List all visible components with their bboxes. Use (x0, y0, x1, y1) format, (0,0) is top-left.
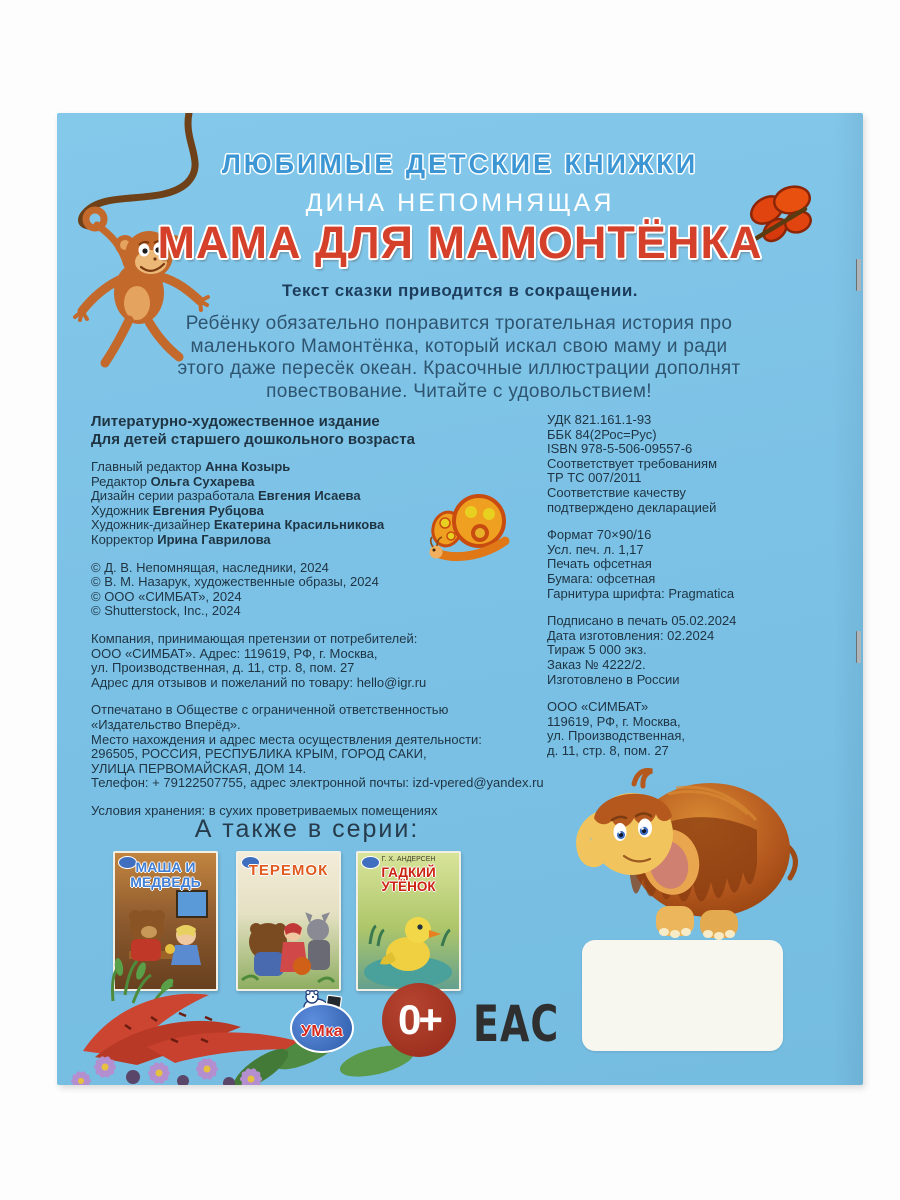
book-title: МАМА ДЛЯ МАМОНТЁНКА (157, 217, 763, 268)
barcode-placeholder (582, 940, 783, 1051)
copyright-block: © Д. В. Непомнящая, наследники, 2024 © В. М. Назарук, художественные образы, 2024 © ООО «СИМБАТ», 2024 © Shutterstock, Inc., 2024 (91, 559, 379, 619)
claims-block: Компания, принимающая претензии от потребителей: ООО «СИМБАТ». Адрес: 119619, РФ, г. Москва, ул. Производственная, д. 11, стр. 8, пом. 27 Адрес для отзывов и пожеланий по товару: hello@igr.ru (91, 630, 427, 690)
page-edge-shading (833, 113, 863, 1085)
series-heading: А также в серии: (194, 815, 420, 843)
publisher-block: ООО «СИМБАТ» 119619, РФ, г. Москва, ул. Производственная, д. 11, стр. 8, пом. 27 (547, 699, 686, 758)
credits-block: Главный редактор Анна Козырь Редактор Ольга Сухарева Дизайн серии разработала Евгения Исаева Художник Евгения Рубцова Художник-дизайнер Екатерина Красильникова Корректор Ирина Гаврилова (91, 459, 385, 547)
printer-block: Отпечатано в Обществе с ограниченной ответственностью «Издательство Вперёд». Место нахождения и адрес места осуществления деятельности: 296505, РОССИЯ, РЕСПУБЛИКА КРЫМ, ГОРОД САКИ, УЛИЦА ПЕРВОМАЙСКАЯ, ДОМ 14. Телефон: + 79122507755, адрес электронной почты: izd-vpered@yandex.ru (91, 702, 544, 791)
abridged-note: Текст сказки приводится в сокращении. (281, 281, 639, 300)
format-block: Формат 70×90/16 Усл. печ. л. 1,17 Печать офсетная Бумага: офсетная Гарнитура шрифта: Pragmatica (547, 527, 735, 601)
series-banner: ЛЮБИМЫЕ ДЕТСКИЕ КНИЖКИ (221, 149, 699, 179)
eac-conformity-mark: ЕАС (473, 995, 560, 1054)
umka-brand-text: УМка (300, 1023, 344, 1040)
edition-info-column (91, 413, 544, 818)
book-back-cover (57, 113, 863, 1085)
age-rating-badge: 0+ (382, 983, 456, 1057)
umka-logo (290, 989, 354, 1055)
codes-block: УДК 821.161.1-93 ББК 84(2Рос=Рус) ISBN 978-5-506-09557-6 Соответствует требованиям ТР ТС 007/2011 Соответствие качеству подтверждено декларацией (547, 412, 718, 515)
mammoth-illustration (572, 758, 800, 946)
mini-cover-masha-i-medved: МАША И МЕДВЕДЬ (113, 851, 218, 991)
flowers-illustration (57, 955, 437, 1085)
mini-cover-gadkiy-utyonok: Г. Х. АНДЕРСЕН ГАДКИЙ УТЁНОК (356, 851, 461, 991)
print-run-block: Подписано в печать 05.02.2024 Дата изготовления: 02.2024 Тираж 5 000 экз. Заказ № 4222/2. Изготовлено в России (547, 613, 737, 687)
book-author: ДИНА НЕПОМНЯЩАЯ (305, 189, 615, 217)
annotation-text: Ребёнку обязательно понравится трогательная история про маленького Мамонтёнка, который искал свою маму и ради этого даже пересёк океан. Красочные иллюстрации дополнят повествование. Читайте с удовольствием! (177, 313, 741, 402)
edition-type: Литературно-художественное издание Для детей старшего дошкольного возраста (91, 413, 415, 448)
mini-cover-teremok: ТЕРЕМОК (236, 851, 341, 991)
storage-conditions: Условия хранения: в сухих проветриваемых помещениях (91, 802, 438, 818)
imprint-column (547, 413, 827, 771)
